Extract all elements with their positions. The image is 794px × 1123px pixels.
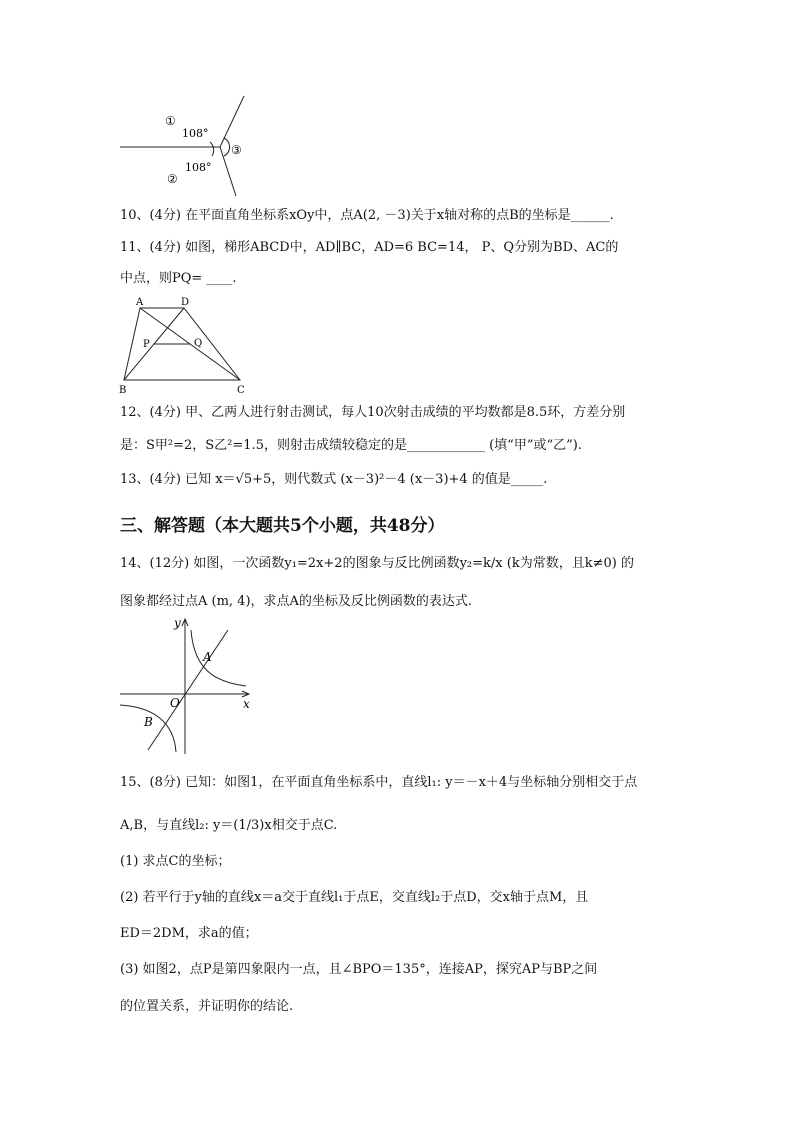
question-11-line-1: 11、(4分) 如图，梯形ABCD中，AD∥BC，AD=6 BC=14， P、Q分别为BD、AC的 <box>120 240 619 255</box>
question-14-line-1: 14、(12分) 如图，一次函数y₁=2x+2的图象与反比例函数y₂=k/x (k为常数，且k≠0) 的 <box>120 556 634 571</box>
question-12-line-2: 是：S甲²=2，S乙²=1.5，则射击成绩较稳定的是____________ (填“甲”或“乙”). <box>120 438 582 453</box>
origin-label: O <box>170 696 180 710</box>
x-axis-label: x <box>243 697 250 711</box>
angle-ray-upper <box>220 96 244 147</box>
angle-figure <box>118 92 258 202</box>
angle-mark-2: ② <box>167 172 178 186</box>
question-15-part-3-line-1: (3) 如图2，点P是第四象限内一点，且∠BPO＝135°，连接AP，探究AP与BP之间 <box>120 962 598 977</box>
section-3-title: 三、解答题（本大题共5个小题，共48分） <box>120 516 445 536</box>
point-q: Q <box>194 338 203 349</box>
vertex-c: C <box>237 385 245 396</box>
point-a-label: A <box>203 650 212 664</box>
question-15-part-3-line-2: 的位置关系，并证明你的结论. <box>120 999 294 1014</box>
angle-label-top: 108° <box>182 127 209 140</box>
question-11-line-2: 中点，则PQ= ____. <box>120 271 237 286</box>
angle-label-bottom: 108° <box>185 161 212 174</box>
question-15-line-1: 15、(8分) 已知：如图1，在平面直角坐标系中，直线l₁: y＝－x＋4与坐标轴分别相交于点 <box>120 775 638 790</box>
y-axis-label: y <box>174 616 181 630</box>
question-13: 13、(4分) 已知 x＝√5+5，则代数式 (x－3)²－4 (x－3)+4 的值是_____. <box>120 472 548 487</box>
trapezoid-figure <box>116 294 256 398</box>
question-14-line-2: 图象都经过点A (m, 4)，求点A的坐标及反比例函数的表达式. <box>120 594 473 609</box>
angle-mark-1: ① <box>165 114 176 128</box>
question-15-part-2-line-1: (2) 若平行于y轴的直线x＝a交于直线l₁于点E，交直线l₂于点D，交x轴于点M，且 <box>120 890 589 905</box>
point-p: P <box>143 339 150 350</box>
point-b-label: B <box>144 715 153 729</box>
vertex-a: A <box>136 297 144 308</box>
hyperbola-branch-1 <box>191 630 246 686</box>
question-12-line-1: 12、(4分) 甲、乙两人进行射击测试，每人10次射击成绩的平均数都是8.5环，方差分别 <box>120 405 626 420</box>
angle-arc <box>210 142 214 156</box>
linear-function-line <box>148 630 228 750</box>
angle-mark-3: ③ <box>231 143 242 157</box>
angle-arc-right <box>224 138 230 156</box>
vertex-b: B <box>119 385 127 396</box>
function-graph-figure <box>118 614 258 758</box>
question-15-part-2-line-2: ED＝2DM，求a的值； <box>120 926 258 941</box>
question-10: 10、(4分) 在平面直角坐标系xOy中，点A(2, －3)关于x轴对称的点B的坐标是______. <box>120 208 614 223</box>
question-15-line-2: A,B，与直线l₂: y＝(1/3)x相交于点C. <box>120 818 338 833</box>
question-15-part-1: (1) 求点C的坐标； <box>120 854 231 869</box>
vertex-d: D <box>181 297 190 308</box>
